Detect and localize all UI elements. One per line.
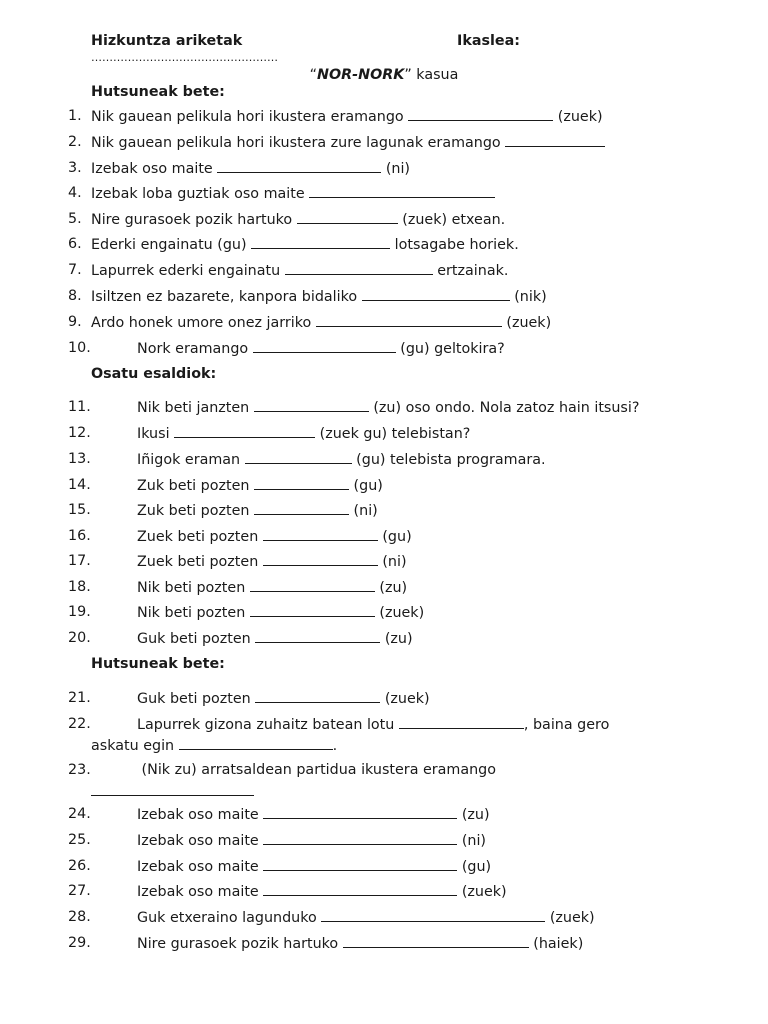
item-number: 28.: [68, 909, 91, 925]
item-hint: (zuek gu) telebistan?: [315, 426, 471, 442]
answer-blank[interactable]: [297, 209, 398, 224]
item-text: Guk etxeraino lagunduko: [137, 910, 322, 926]
answer-blank[interactable]: [179, 735, 333, 750]
item-hint: (gu) telebista programara.: [351, 452, 546, 468]
section-heading-fill-blanks-2: Hutsuneak bete:: [91, 656, 225, 672]
item-hint: (zuek): [501, 315, 552, 331]
item-number: 26.: [68, 858, 91, 874]
item-hint: (zuek): [380, 691, 430, 707]
answer-blank[interactable]: [245, 449, 352, 464]
item-text: (Nik zu) arratsaldean partidua ikustera eramango: [137, 762, 496, 778]
list-item: [137, 856, 491, 877]
list-item: [137, 804, 490, 825]
item-hint: (ni): [381, 161, 411, 177]
item-text: Nork eramango: [137, 341, 253, 357]
item-number: 17.: [68, 553, 91, 569]
item-hint: lotsagabe horiek.: [390, 237, 519, 253]
answer-blank[interactable]: [254, 500, 349, 515]
answer-blank[interactable]: [263, 881, 457, 896]
item-hint: (zuek): [553, 109, 603, 125]
list-item: [91, 209, 505, 230]
list-item: [137, 526, 412, 547]
name-dots-line: ……………………………………………: [91, 51, 278, 64]
item-number: 2.: [68, 134, 82, 150]
item-number: 12.: [68, 425, 91, 441]
list-item: [137, 551, 407, 572]
item-hint: (zu): [380, 631, 413, 647]
item-hint: (gu): [457, 859, 492, 875]
item-text: Izebak oso maite: [91, 161, 218, 177]
answer-blank[interactable]: [251, 234, 390, 249]
answer-blank[interactable]: [250, 602, 375, 617]
item-text: Izebak oso maite: [137, 833, 264, 849]
item-number: 19.: [68, 604, 91, 620]
item-text: Nik beti janzten: [137, 400, 254, 416]
item-text: Ardo honek umore onez jarriko: [91, 315, 316, 331]
answer-blank[interactable]: [263, 551, 378, 566]
item-number: 4.: [68, 185, 82, 201]
item-hint: (gu): [377, 529, 412, 545]
item-number: 9.: [68, 314, 82, 330]
item-text: Lapurrek gizona zuhaitz batean lotu: [137, 717, 399, 733]
item-number: 24.: [68, 806, 91, 822]
item-hint: (gu): [349, 478, 383, 494]
item-text: Nire gurasoek pozik hartuko: [91, 212, 297, 228]
item-hint: (zuek): [457, 884, 507, 900]
section-heading-fill-blanks-1: Hutsuneak bete:: [91, 84, 225, 100]
item-hint: (haiek): [528, 936, 584, 952]
item-hint: .: [332, 738, 338, 754]
list-item: [137, 602, 424, 623]
item-text: Guk beti pozten: [137, 691, 256, 707]
item-number: 5.: [68, 211, 82, 227]
list-item: [137, 881, 507, 902]
quote-open: “: [309, 67, 318, 83]
answer-blank[interactable]: [408, 106, 553, 121]
item-hint: (zuek): [374, 605, 425, 621]
item-text: Nire gurasoek pozik hartuko: [137, 936, 343, 952]
item-number: 23.: [68, 762, 91, 778]
list-item: [137, 830, 486, 851]
list-item: [137, 449, 546, 470]
item-number: 13.: [68, 451, 91, 467]
answer-blank[interactable]: [174, 423, 315, 438]
item-hint: (zu): [374, 580, 408, 596]
list-item: [91, 286, 547, 307]
item-number: 15.: [68, 502, 91, 518]
list-item: [91, 132, 605, 153]
item-number: 8.: [68, 288, 82, 304]
item-text: Izebak oso maite: [137, 884, 264, 900]
item-text: Izebak oso maite: [137, 859, 264, 875]
item-number: 3.: [68, 160, 82, 176]
item-number: 14.: [68, 477, 91, 493]
list-item: [137, 338, 505, 359]
answer-blank[interactable]: [343, 933, 529, 948]
item-hint: (zuek): [545, 910, 595, 926]
student-label: Ikaslea:: [457, 33, 520, 49]
item-number: 18.: [68, 579, 91, 595]
item-hint: (nik): [509, 289, 547, 305]
list-item: [91, 158, 410, 179]
answer-blank[interactable]: [217, 158, 381, 173]
list-item: [137, 760, 496, 780]
item-text: Ikusi: [137, 426, 175, 442]
answer-blank[interactable]: [362, 286, 510, 301]
item-number: 6.: [68, 236, 82, 252]
list-item: [137, 577, 407, 598]
answer-blank[interactable]: [316, 312, 502, 327]
list-item: [91, 183, 495, 204]
list-item: [137, 933, 583, 954]
list-item: [137, 475, 383, 496]
answer-blank[interactable]: [263, 526, 378, 541]
worksheet-title: Hizkuntza ariketak: [91, 33, 243, 49]
answer-blank[interactable]: [263, 804, 457, 819]
item-number: 10.: [68, 340, 91, 356]
list-item: [91, 312, 551, 333]
answer-blank[interactable]: [255, 688, 380, 703]
item-number: 27.: [68, 883, 91, 899]
list-item: [91, 234, 519, 255]
item-hint: (ni): [457, 833, 487, 849]
answer-blank[interactable]: [91, 781, 254, 796]
item-text: Nik beti pozten: [137, 580, 250, 596]
quote-close: ”: [404, 67, 412, 83]
item-number: 1.: [68, 108, 82, 124]
case-name: NOR-NORK: [317, 67, 405, 83]
item-number: 29.: [68, 935, 91, 951]
section-heading-complete-sentences: Osatu esaldiok:: [91, 366, 217, 382]
answer-blank[interactable]: [250, 577, 375, 592]
list-item: [91, 260, 508, 281]
item-text: Zuek beti pozten: [137, 554, 263, 570]
item-number: 25.: [68, 832, 91, 848]
list-item: [137, 628, 413, 649]
list-item: [137, 688, 430, 709]
list-item: [137, 397, 639, 418]
answer-blank[interactable]: [263, 830, 457, 845]
item-number: 16.: [68, 528, 91, 544]
answer-blank[interactable]: [309, 183, 495, 198]
item-text: Iñigok eraman: [137, 452, 245, 468]
list-item: [137, 500, 378, 521]
item-hint: (gu) geltokira?: [395, 341, 505, 357]
item-text: Nik gauean pelikula hori ikustera zure lagunak eramango: [91, 135, 506, 151]
list-item-continuation: [91, 735, 337, 756]
item-text: Nik beti pozten: [137, 605, 250, 621]
answer-blank[interactable]: [254, 475, 349, 490]
item-hint: (ni): [349, 503, 378, 519]
item-text: Lapurrek ederki engainatu: [91, 263, 285, 279]
item-text: Zuk beti pozten: [137, 503, 255, 519]
answer-blank[interactable]: [505, 132, 605, 147]
answer-blank[interactable]: [399, 714, 524, 729]
item-text: Nik gauean pelikula hori ikustera eramango: [91, 109, 409, 125]
item-text: Zuek beti pozten: [137, 529, 263, 545]
answer-blank[interactable]: [254, 397, 369, 412]
list-item: [137, 423, 470, 444]
item-hint: (zu): [457, 807, 490, 823]
item-hint: ertzainak.: [432, 263, 509, 279]
answer-blank[interactable]: [255, 628, 380, 643]
item-number: 20.: [68, 630, 91, 646]
list-item: [137, 907, 595, 928]
item-hint: (ni): [377, 554, 407, 570]
case-suffix: kasua: [411, 67, 459, 83]
item-text: askatu egin: [91, 738, 179, 754]
answer-blank[interactable]: [263, 856, 457, 871]
item-text: Guk beti pozten: [137, 631, 256, 647]
item-number: 21.: [68, 690, 91, 706]
item-number: 7.: [68, 262, 82, 278]
item-hint: (zuek) etxean.: [397, 212, 506, 228]
item-text: Zuk beti pozten: [137, 478, 255, 494]
answer-blank[interactable]: [285, 260, 433, 275]
item-hint: , baina gero: [523, 717, 610, 733]
answer-blank[interactable]: [253, 338, 396, 353]
answer-blank[interactable]: [321, 907, 545, 922]
list-item-continuation: [91, 781, 254, 802]
item-text: Izebak oso maite: [137, 807, 264, 823]
item-text: Izebak loba guztiak oso maite: [91, 186, 310, 202]
item-number: 11.: [68, 399, 91, 415]
item-number: 22.: [68, 716, 91, 732]
item-text: Ederki engainatu (gu): [91, 237, 252, 253]
item-hint: (zu) oso ondo. Nola zatoz hain itsusi?: [368, 400, 640, 416]
list-item: [137, 714, 609, 735]
list-item: [91, 106, 603, 127]
item-text: Isiltzen ez bazarete, kanpora bidaliko: [91, 289, 362, 305]
